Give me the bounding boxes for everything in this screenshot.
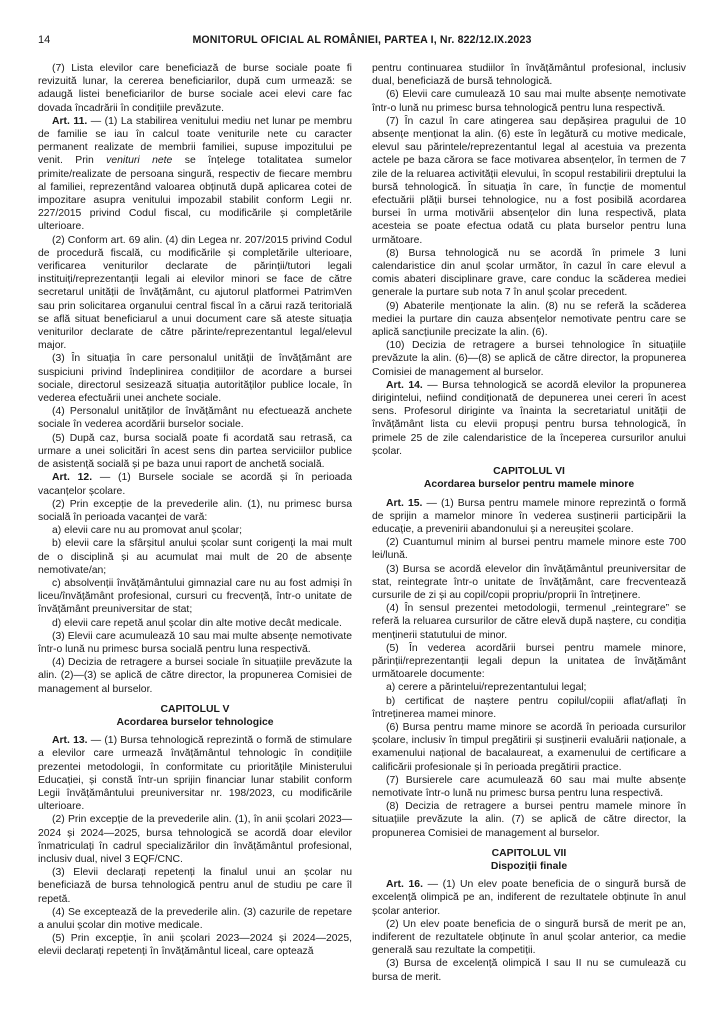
chapter-heading xyxy=(38,703,352,729)
paragraph xyxy=(372,62,686,88)
paragraph xyxy=(372,379,686,458)
text-run: (4) Decizia de retragere a bursei sociale în situațiile prevăzute la alin. (2)—(3) se aplică de către director, la propunerea Comisiei de management al burselor. xyxy=(38,657,352,695)
text-run: (3) Elevii declarați repetenți la finalul unui an școlar nu beneficiază de bursa tehnologică pentru anul de studiu pe care îl repetă. xyxy=(38,867,352,905)
text-run: Art. 12. xyxy=(52,472,93,484)
chapter-number: CAPITOLUL VII xyxy=(491,847,567,859)
text-run: pentru continuarea studiilor în învățământul profesional, inclusiv dual, beneficiază de bursă tehnologică. xyxy=(372,63,686,88)
header-title: MONITORUL OFICIAL AL ROMÂNIEI, PARTEA I, Nr. 822/12.IX.2023 xyxy=(192,34,532,46)
text-run: se înțelege totalitatea sumelor primite/realizate de persoana singură, respectiv de fiecare membru al familiei, reprezentând valoarea obținută după aplicarea cotei de impozitare asupra venitului impozabil stabilit conform Legii nr. 227/2015 privind Codul fiscal, cu modificările și completările ulterioare. xyxy=(38,155,353,233)
text-run: (2) Un elev poate beneficia de o singură bursă de merit pe an, indiferent de rezultatele obținute în anul școlar anterior, ca medie generală sau rezultate la competiții. xyxy=(372,918,686,957)
paragraph xyxy=(38,734,352,813)
text-run: (6) Elevii care cumulează 10 sau mai multe absențe nemotivate într-o lună nu primesc bursa tehnologică pentru luna respectivă. xyxy=(372,89,686,114)
paragraph xyxy=(372,602,686,642)
text-run: Art. 13. xyxy=(52,735,88,747)
text-run: (7) Lista elevilor care beneficiază de burse sociale poate fi revizuită lunar, la cererea beneficiarilor, după cum urmează: se adaugă listei beneficiarilor de burse sociale acei elevi care fac dovada încadrării în condițiile prevăzute. xyxy=(38,63,352,114)
paragraph xyxy=(38,62,352,115)
paragraph xyxy=(38,115,352,234)
paragraph xyxy=(38,498,352,524)
paragraph xyxy=(372,681,686,694)
paragraph xyxy=(38,234,352,353)
paragraph xyxy=(38,524,352,537)
text-run: Art. 16. xyxy=(386,879,423,891)
text-run: b) elevii care la sfârșitul anului școlar sunt corigenți la mai mult de o disciplină și au acumulat mai mult de 20 de absențe nemotivate/an; xyxy=(38,538,352,576)
paragraph xyxy=(38,471,352,497)
text-run: (3) Elevii care acumulează 10 sau mai multe absențe nemotivate într-o lună nu primesc bursa socială pentru luna respectivă. xyxy=(38,630,352,655)
paragraph xyxy=(372,800,686,840)
text-run: — (1) Bursele sociale se acordă și în perioada vacanțelor școlare. xyxy=(38,472,352,497)
paragraph xyxy=(372,918,686,958)
page-header xyxy=(38,34,686,49)
text-run: — (1) Un elev poate beneficia de o singură bursă de excelență olimpică pe an, indiferent de rezultatele obținute în anul școlar anterior. xyxy=(372,879,686,917)
paragraph xyxy=(38,932,352,958)
paragraph xyxy=(372,721,686,774)
chapter-title: Acordarea burselor pentru mamele minore xyxy=(423,479,635,491)
paragraph xyxy=(372,115,686,247)
text-run: — (1) Bursa tehnologică reprezintă o formă de stimulare a elevilor care urmează învățământul tehnologic în condițiile prezentei metodologii, în conformitate cu prioritățile Ministerului Educației, și constă într-un sprijin financiar lunar stabilit conform Legii învățământului preuniversitar nr. 198/2023, cu modificările ulterioare. xyxy=(38,735,352,813)
text-run: c) absolvenții învățământului gimnazial care nu au fost admiși în liceu/învățământ profesional, cursuri cu frecvență, într-o unitate de învățământ preuniversitar de stat; xyxy=(38,577,352,616)
text-run: (2) Prin excepție de la prevederile alin. (1), nu primesc bursa socială în perioada vacanței de vară: xyxy=(38,498,352,523)
chapter-title: Acordarea burselor tehnologice xyxy=(116,716,274,728)
text-run: a) elevii care nu au promovat anul școlar; xyxy=(52,525,243,537)
paragraph xyxy=(372,695,686,721)
paragraph xyxy=(38,405,352,431)
paragraph xyxy=(372,339,686,379)
text-run: (8) Bursa tehnologică nu se acordă în primele 3 luni calendaristice din anul școlar următor, în cazul în care elevul a comis abateri disciplinare grave, care conduc la scăderea mediei generale la purtare sub nota 7 în anul școlar precedent. xyxy=(372,247,686,299)
text-run: b) certificat de naștere pentru copilul/copiii aflat/aflați în întreținerea mamei minore. xyxy=(372,695,686,720)
right-column xyxy=(372,62,686,984)
left-column xyxy=(38,62,352,984)
chapter-number: CAPITOLUL V xyxy=(160,703,230,715)
chapter-number: CAPITOLUL VI xyxy=(493,466,565,478)
paragraph xyxy=(372,774,686,800)
text-run: (8) Decizia de retragere a bursei pentru mamele minore în situațiile prevăzute la alin. (7) se aplică de către director, la propunerea Comisiei de management al burselor. xyxy=(372,801,686,839)
text-run: (10) Decizia de retragere a bursei tehnologice în situațiile prevăzute la alin. (6)—(8) se aplică de către director, la propunerea Comisiei de management al burselor. xyxy=(372,340,686,378)
paragraph xyxy=(372,878,686,918)
page-number: 14 xyxy=(38,34,51,46)
text-run: Art. 14. xyxy=(386,379,423,391)
text-run: (2) Cuantumul minim al bursei pentru mamele minore este 700 lei/lună. xyxy=(372,537,686,562)
text-run: Art. 11. xyxy=(52,115,88,127)
paragraph xyxy=(38,577,352,617)
text-run: — (1) Bursa pentru mamele minore reprezintă o formă de sprijin a mamelor minore în vederea susținerii participării la educație, a prevenirii abandonului și a nereușitei școlare. xyxy=(372,497,687,535)
paragraph xyxy=(38,630,352,656)
text-run: — Bursa tehnologică se acordă elevilor la propunerea dirigintelui, nefiind condiționată de depunerea unei cereri în acest sens. Profesorul diriginte va înainta la secretariatul unității de învățământ lista cu elevii propuși pentru bursa tehnologică, în primele 25 de zile calendaristice de la începerea cursurilor anului școlar. xyxy=(372,379,686,457)
chapter-heading xyxy=(372,465,686,491)
text-run: — (1) La stabilirea venitului mediu net lunar pe membru de familie se iau în calcul toate veniturile nete cu caracter permanent realizate de membrii familiei, supuse impozitului pe venit. Prin xyxy=(38,115,352,167)
text-run: (4) În sensul prezentei metodologii, termenul „reintegrare” se referă la reluarea cursurilor de către elevă după naștere, cu condiția menținerii statutului de minor. xyxy=(372,603,686,641)
paragraph xyxy=(38,432,352,472)
chapter-title: Dispoziții finale xyxy=(490,860,568,872)
text-run: (5) Prin excepție, în anii școlari 2023—2024 și 2024—2025, elevii declarați repetenți în învățământul liceal, care optează xyxy=(38,933,352,958)
text-run: (7) În cazul în care atingerea sau depășirea pragului de 10 absențe menționat la alin. (6) este în legătură cu motive medicale, elevul sau părintele/reprezentantul legal al acestuia va prezenta actele pe baza cărora se face motivarea absențelor, în termen de 7 zile de la reluarea activității elevului, în scopul restabilirii dreptului la bursă tehnologică. În situația în care, în funcție de momentul efectuării plății bursei tehnologice, nu a fost posibilă acordarea bursei în urma motivării absențelor din luna respectivă, plata acesteia se poate efectua odată cu plata burselor pentru luna următoare. xyxy=(372,115,686,246)
paragraph xyxy=(38,866,352,906)
text-run: (3) Bursa se acordă elevelor din învățământul preuniversitar de stat, reintegrate într-o unitate de învățământ, care frecventează cursurile de zi și au copil/copii propriu/proprii în întreținere. xyxy=(372,563,686,601)
text-run: (4) Personalul unităților de învățământ nu efectuează anchete sociale în vederea acordării burselor sociale. xyxy=(38,406,352,431)
text-run: (3) În situația în care personalul unității de învățământ are suspiciuni privind îndeplinirea condițiilor de acordare a bursei sociale, directorul sesizează situația autorităților publice locale, în vederea efectuării unei anchete sociale. xyxy=(38,353,352,405)
text-run: (9) Abaterile menționate la alin. (8) nu se referă la scăderea mediei la purtare din cauza absențelor nemotivate pentru care se aplică sancțiunile precizate la alin. (6). xyxy=(372,300,686,339)
paragraph xyxy=(38,537,352,577)
text-run: (6) Bursa pentru mame minore se acordă în perioada cursurilor școlare, inclusiv în timpul pregătirii și susținerii evaluării naționale, a examenului național de bacalaureat, a examenului de certificare a calificării profesionale și în perioada pregătirii practice. xyxy=(372,721,686,773)
paragraph xyxy=(38,813,352,866)
text-run: venituri nete xyxy=(106,155,173,167)
text-run: a) cerere a părintelui/reprezentantului legal; xyxy=(386,682,587,694)
paragraph xyxy=(372,247,686,300)
paragraph xyxy=(38,906,352,932)
paragraph xyxy=(38,352,352,405)
text-run: Art. 15. xyxy=(386,497,423,509)
paragraph xyxy=(372,563,686,603)
text-run: (7) Bursierele care acumulează 60 sau mai multe absențe nemotivate într-o lună nu primesc bursa pentru luna respectivă. xyxy=(372,774,686,799)
paragraph xyxy=(372,642,686,682)
chapter-heading xyxy=(372,847,686,873)
text-run: (5) În vederea acordării bursei pentru mamele minore, părinții/reprezentanții legali depun la unitatea de învățământ următoarele documente: xyxy=(372,642,686,681)
paragraph xyxy=(372,497,686,537)
text-run: (2) Conform art. 69 alin. (4) din Legea nr. 207/2015 privind Codul de procedură fiscală, cu modificările și completările ulterioare, verificarea veniturilor declarate de părinții/tutori legali instituiți/reprezentanții legali ai elevilor minori se face de către secretarul unității de învățământ, cu ajutorul platformei PatrimVen sau prin solicitarea organului central fiscal în a cărui rază teritorială se află situat beneficiarul a unui document care să ateste situația veniturilor declarate de către părinte/reprezentantul legal/elevul major. xyxy=(38,234,352,352)
paragraph xyxy=(372,300,686,340)
paragraph xyxy=(372,957,686,983)
text-run: (2) Prin excepție de la prevederile alin. (1), în anii școlari 2023—2024 și 2024—2025, bursa tehnologică se acordă doar elevilor înmatriculați în cadrul specializărilor din învățământul profesional, inclusiv dual, nivel 3 EQF/CNC. xyxy=(38,814,352,865)
text-run: (4) Se exceptează de la prevederile alin. (3) cazurile de repetare a anului școlar din motive medicale. xyxy=(38,906,352,931)
text-run: d) elevii care repetă anul școlar din alte motive decât medicale. xyxy=(52,617,342,629)
paragraph xyxy=(372,536,686,562)
two-column-body xyxy=(38,62,686,984)
text-run: (3) Bursa de excelență olimpică I sau II nu se cumulează cu bursa de merit. xyxy=(372,958,686,983)
text-run: (5) După caz, bursa socială poate fi acordată sau retrasă, ca urmare a unei solicitări în acest sens din partea serviciilor publice de asistență socială și pe baza unui raport de anchetă socială. xyxy=(38,432,352,471)
paragraph xyxy=(38,656,352,696)
paragraph xyxy=(38,617,352,630)
paragraph xyxy=(372,88,686,114)
